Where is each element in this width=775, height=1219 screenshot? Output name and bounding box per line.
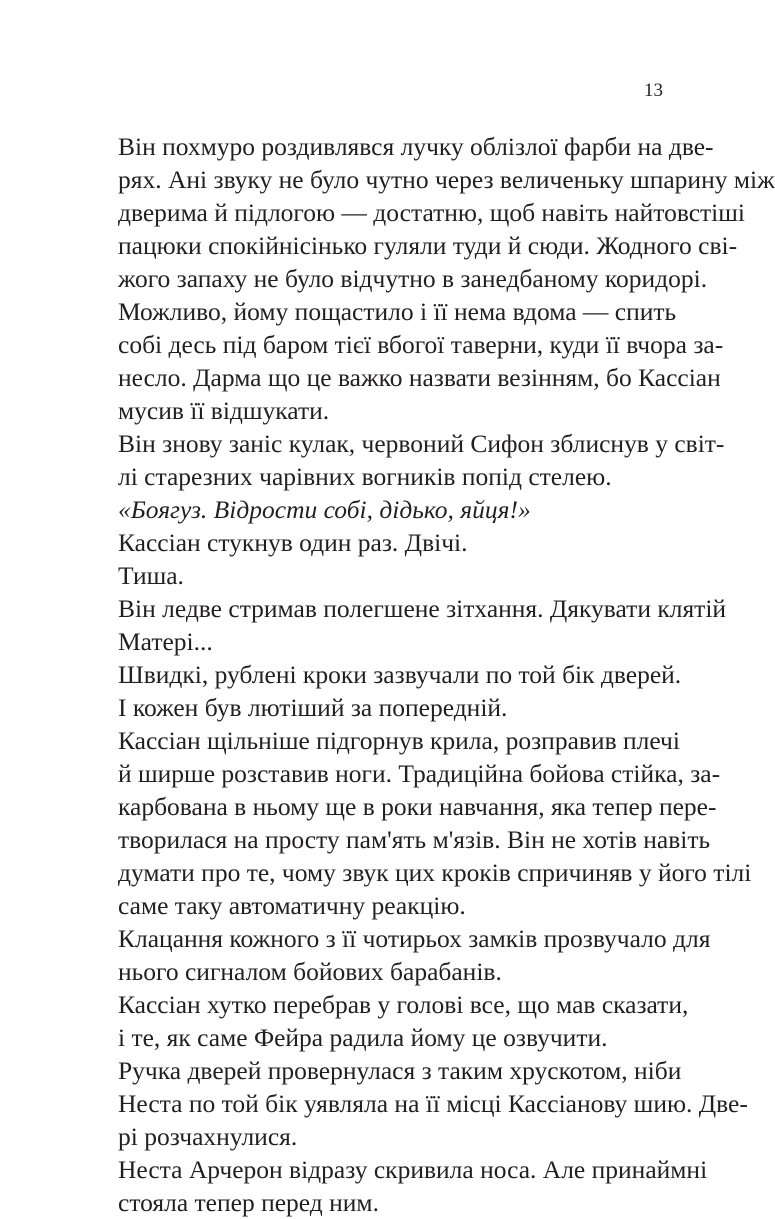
text-line: стояла тепер перед ним. <box>118 1188 379 1217</box>
text-line: Кассіан стукнув один раз. Двічі. <box>118 528 468 557</box>
text-line: думати про те, чому звук цих кроків спричиняв у його тілі <box>118 858 752 887</box>
text-line: пацюки спокійнісінько гуляли туди й сюди. Жодного сві- <box>118 231 738 260</box>
text-line: Кассіан хутко перебрав у голові все, що мав сказати, <box>118 990 689 1019</box>
text-line: саме таку автоматичну реакцію. <box>118 891 466 920</box>
text-line: рях. Ані звуку не було чутно через величеньку шпарину між <box>118 165 775 194</box>
text-line: Тиша. <box>118 561 184 590</box>
text-line: Можливо, йому пощастило і її нема вдома — спить <box>118 297 677 326</box>
text-line: Швидкі, рублені кроки зазвучали по той бік дверей. <box>118 660 682 689</box>
text-line: Він знову заніс кулак, червоний Сифон зблиснув у світ- <box>118 429 725 458</box>
text-line: рі розчахнулися. <box>118 1122 298 1151</box>
text-line: Клацання кожного з її чотирьох замків прозвучало для <box>118 924 711 953</box>
text-line: творилася на просту пам'ять м'язів. Він не хотів навіть <box>118 825 711 854</box>
text-line: Він похмуро роздивлявся лучку облізлої фарби на две- <box>118 132 714 161</box>
text-line: собі десь під баром тієї вбогої таверни, куди її вчора за- <box>118 330 724 359</box>
text-line: і те, як саме Фейра радила йому це озвучити. <box>118 1023 608 1052</box>
page-number: 13 <box>644 80 663 101</box>
text-line: Матері... <box>118 627 213 656</box>
text-line: Ручка дверей провернулася з таким хрускотом, ніби <box>118 1056 682 1085</box>
text-line: лі старезних чарівних вогників попід стелею. <box>118 462 612 491</box>
text-line: «Боягуз. Відрости собі, дідько, яйця!» <box>118 495 531 524</box>
text-line: несло. Дарма що це важко назвати везінням, бо Кассіан <box>118 363 721 392</box>
text-line: Неста Арчерон відразу скривила носа. Але принаймні <box>118 1155 708 1184</box>
text-line: карбована в ньому ще в роки навчання, яка тепер пере- <box>118 792 717 821</box>
body-text <box>118 130 775 1219</box>
text-line: нього сигналом бойових барабанів. <box>118 957 502 986</box>
text-line: Кассіан щільніше підгорнув крила, розправив плечі <box>118 726 680 755</box>
text-line: дверима й підлогою — достатню, щоб навіть найтовстіші <box>118 198 745 227</box>
text-line: І кожен був лютіший за попередній. <box>118 693 508 722</box>
text-line: мусив її відшукати. <box>118 396 330 425</box>
text-line: Він ледве стримав полегшене зітхання. Дякувати клятій <box>118 594 727 623</box>
text-line: жого запаху не було відчутно в занедбаному коридорі. <box>118 264 708 293</box>
text-line: Неста по той бік уявляла на її місці Кассіанову шию. Две- <box>118 1089 748 1118</box>
text-line: й ширше розставив ноги. Традиційна бойова стійка, за- <box>118 759 721 788</box>
